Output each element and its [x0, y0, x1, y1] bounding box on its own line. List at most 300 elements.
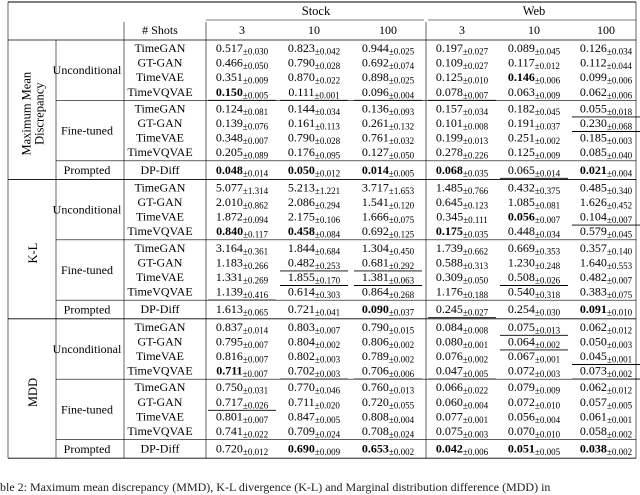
- metric-std: ±0.170: [314, 275, 341, 286]
- metric-cell: [288, 180, 340, 196]
- metric-std: ±0.065: [242, 307, 269, 318]
- metric-std: ±0.050: [462, 275, 489, 286]
- metric-mean: 0.508: [507, 270, 535, 284]
- metric-cell: [362, 442, 414, 458]
- metric-std: ±0.022: [242, 429, 269, 440]
- metric-mean: 1.666: [361, 209, 389, 224]
- metric-cell: [508, 210, 561, 226]
- metric-std: ±0.188: [462, 290, 489, 301]
- metric-cell: [508, 255, 561, 271]
- metric-cell: [436, 442, 489, 458]
- metric-std: ±0.002: [606, 369, 633, 380]
- metric-mean: 0.062: [579, 84, 607, 99]
- metric-cell: [216, 224, 268, 240]
- metric-std: ±0.375: [534, 185, 561, 196]
- metric-cell: [288, 56, 341, 72]
- metric-std: ±0.010: [534, 400, 561, 411]
- metric-cell: [288, 409, 341, 425]
- table-row: [140, 163, 632, 179]
- metric-std: ±0.012: [606, 325, 633, 336]
- metric-mean: 0.840: [216, 224, 244, 239]
- metric-cell: [580, 41, 633, 57]
- metric-std: ±0.007: [242, 369, 268, 380]
- metric-cell: [508, 302, 561, 318]
- metric-mean: 1.183: [215, 255, 243, 270]
- metric-mean: 5.077: [215, 180, 243, 195]
- metric-cell: [216, 180, 269, 196]
- metric-mean: 0.761: [361, 130, 389, 145]
- metric-std: ±0.140: [606, 246, 633, 257]
- metric-std: ±0.094: [242, 215, 269, 226]
- metric-mean: 0.645: [435, 195, 463, 209]
- metric-std: ±0.012: [534, 61, 560, 72]
- metric-mean: 0.278: [435, 145, 463, 160]
- metric-std: ±0.248: [534, 260, 561, 271]
- metric-mean: 0.050: [579, 334, 607, 349]
- model-name: TimeVAE: [135, 70, 185, 85]
- metric-cell: [508, 145, 561, 161]
- metric-std: ±0.050: [388, 150, 415, 161]
- metric-cell: [436, 380, 488, 396]
- metric-std: ±0.268: [388, 290, 415, 301]
- metric-cell: [362, 302, 415, 318]
- metric-cell: [362, 70, 415, 86]
- metric-cell: [216, 210, 269, 226]
- metric-mean: 0.517: [215, 41, 243, 55]
- metric-cell: [436, 424, 489, 440]
- metric-mean: 0.485: [579, 180, 607, 195]
- metric-std: ±0.005: [534, 447, 561, 458]
- metric-mean: 0.126: [579, 41, 607, 55]
- metric-std: ±0.002: [388, 354, 415, 365]
- metric-mean: 0.104: [579, 209, 607, 224]
- metric-cell: [362, 195, 415, 211]
- metric-cell: [288, 210, 341, 226]
- model-name: TimeVAE: [135, 349, 185, 363]
- metric-cell: [288, 85, 339, 101]
- metric-cell: [580, 145, 633, 161]
- metric-std: ±0.001: [534, 354, 561, 365]
- metric-mean: 1.541: [361, 195, 389, 209]
- metric-cell: [216, 56, 269, 72]
- metric-std: ±0.001: [314, 90, 340, 101]
- metric-mean: 0.047: [435, 363, 463, 378]
- metric-std: ±0.014: [534, 168, 561, 179]
- metric-std: ±0.003: [606, 339, 633, 350]
- metric-cell: [216, 442, 268, 458]
- metric-cell: [362, 224, 415, 240]
- metric-std: ±0.013: [388, 385, 415, 396]
- metric-mean: 0.383: [579, 284, 607, 299]
- metric-cell: [216, 349, 269, 365]
- section-label: MDD: [26, 377, 40, 408]
- metric-std: ±0.416: [242, 290, 269, 301]
- shot-count-10: 10: [528, 23, 540, 37]
- model-name: TimeVAE: [135, 130, 185, 145]
- metric-cell: [580, 131, 633, 147]
- block-label-unconditional: Unconditional: [52, 342, 122, 356]
- metric-cell: [362, 85, 415, 101]
- metric-mean: 0.199: [435, 130, 463, 145]
- metric-mean: 0.432: [507, 180, 535, 195]
- metric-cell: [288, 116, 340, 132]
- metric-cell: [216, 195, 268, 211]
- metric-cell: [216, 116, 269, 132]
- metric-std: ±0.006: [606, 75, 633, 86]
- metric-std: ±1.653: [388, 185, 415, 196]
- metric-std: ±0.266: [242, 260, 269, 271]
- metric-std: ±0.007: [606, 275, 633, 286]
- metric-std: ±0.009: [534, 90, 561, 101]
- metric-cell: [436, 320, 489, 336]
- metric-cell: [580, 380, 632, 396]
- metric-std: ±0.001: [462, 339, 489, 350]
- metric-mean: 0.790: [287, 130, 315, 145]
- metric-cell: [216, 41, 269, 57]
- metric-mean: 0.711: [216, 363, 243, 378]
- metric-std: ±0.009: [314, 447, 341, 458]
- metric-cell: [580, 334, 633, 350]
- metric-mean: 0.847: [287, 409, 315, 424]
- metric-std: ±0.005: [606, 400, 633, 411]
- metric-std: ±0.037: [534, 121, 561, 132]
- metric-mean: 0.741: [215, 424, 243, 438]
- metric-cell: [216, 285, 269, 301]
- model-name: TimeVQVAE: [127, 145, 193, 160]
- metric-std: ±0.025: [388, 46, 415, 57]
- metric-mean: 0.540: [507, 284, 535, 299]
- metric-mean: 0.816: [215, 349, 243, 363]
- metric-mean: 0.717: [215, 394, 243, 409]
- metric-std: ±0.361: [242, 246, 269, 257]
- metric-std: ±0.002: [606, 447, 633, 458]
- metric-mean: 1.331: [215, 270, 243, 284]
- metric-cell: [216, 131, 269, 147]
- metric-std: ±0.028: [314, 136, 341, 147]
- metric-mean: 0.077: [435, 409, 463, 424]
- metric-cell: [288, 302, 340, 318]
- metric-cell: [508, 41, 561, 57]
- metric-cell: [288, 195, 341, 211]
- metric-mean: 0.702: [287, 363, 315, 378]
- metric-cell: [288, 241, 341, 256]
- shot-count-3: 3: [239, 23, 245, 37]
- metric-std: ±0.007: [242, 339, 269, 350]
- metric-mean: 2.010: [215, 195, 243, 209]
- metric-std: ±0.027: [462, 61, 489, 72]
- metric-std: ±0.007: [606, 215, 633, 226]
- metric-cell: [580, 163, 633, 179]
- metric-std: ±0.452: [606, 200, 633, 211]
- metric-std: ±0.042: [314, 46, 341, 57]
- metric-std: ±0.001: [462, 414, 489, 425]
- metric-std: ±0.081: [242, 106, 269, 117]
- metric-mean: 2.175: [287, 209, 315, 224]
- metric-cell: [362, 380, 415, 396]
- header-web: Web: [522, 4, 546, 18]
- metric-std: ±0.013: [462, 136, 489, 147]
- metric-std: ±0.001: [606, 414, 633, 425]
- metric-std: ±0.035: [462, 229, 489, 240]
- metric-std: ±0.313: [462, 260, 489, 271]
- metric-cell: [288, 334, 340, 350]
- metric-cell: [362, 255, 414, 271]
- metric-cell: [362, 180, 415, 196]
- metric-cell: [216, 395, 269, 411]
- metric-std: ±0.008: [462, 325, 489, 336]
- metric-cell: [580, 85, 633, 101]
- metric-mean: 0.070: [507, 424, 535, 438]
- metric-cell: [508, 424, 561, 440]
- metric-mean: 0.448: [507, 224, 535, 239]
- metric-mean: 0.125: [507, 145, 535, 160]
- metric-mean: 0.065: [507, 162, 535, 177]
- metric-std: ±0.002: [534, 136, 561, 147]
- metric-mean: 0.061: [579, 409, 607, 424]
- table-row: [138, 56, 633, 72]
- metric-cell: [436, 145, 489, 161]
- model-name: TimeGAN: [134, 41, 186, 55]
- section-label: K-L: [26, 242, 40, 264]
- metric-mean: 0.099: [579, 70, 607, 85]
- metric-cell: [580, 56, 632, 72]
- metric-cell: [362, 210, 415, 226]
- metric-cell: [436, 395, 489, 411]
- metric-std: ±0.111: [463, 215, 488, 226]
- metric-mean: 0.245: [435, 302, 463, 317]
- metric-cell: [508, 116, 561, 132]
- metric-mean: 0.251: [507, 130, 535, 145]
- metric-mean: 0.182: [507, 101, 535, 116]
- metric-std: ±0.003: [314, 369, 341, 380]
- metric-std: ±0.009: [242, 75, 269, 86]
- metric-std: ±0.005: [462, 369, 489, 380]
- shot-count-3: 3: [459, 23, 465, 37]
- metric-mean: 5.213: [287, 180, 315, 195]
- metric-mean: 0.176: [287, 145, 315, 160]
- metric-cell: [288, 364, 341, 380]
- metric-std: ±0.025: [388, 75, 415, 86]
- model-name: GT-GAN: [137, 255, 183, 270]
- metric-cell: [436, 116, 489, 132]
- metric-mean: 0.750: [215, 380, 243, 395]
- metric-mean: 0.073: [579, 363, 607, 378]
- metric-cell: [508, 380, 561, 396]
- metric-mean: 0.079: [507, 380, 535, 395]
- model-name: GT-GAN: [137, 334, 183, 349]
- metric-mean: 0.944: [361, 41, 389, 55]
- metric-cell: [362, 145, 415, 161]
- metric-mean: 0.091: [579, 302, 607, 317]
- metric-std: ±0.095: [314, 150, 341, 161]
- metric-cell: [362, 395, 415, 411]
- metric-mean: 0.139: [215, 116, 243, 130]
- metric-std: ±0.003: [606, 136, 633, 147]
- model-name: DP-Diff: [140, 441, 180, 456]
- metric-cell: [508, 270, 561, 286]
- metric-mean: 0.161: [288, 116, 316, 130]
- metric-mean: 0.711: [288, 394, 315, 409]
- metric-cell: [216, 380, 268, 396]
- metric-cell: [580, 364, 632, 380]
- metric-std: ±0.045: [534, 46, 561, 57]
- metric-std: ±0.253: [314, 260, 341, 271]
- model-name: DP-Diff: [140, 302, 180, 317]
- metric-std: ±0.002: [462, 354, 489, 365]
- metric-std: ±0.010: [462, 75, 489, 86]
- metric-mean: 3.717: [361, 180, 389, 195]
- metric-cell: [288, 41, 340, 57]
- table-row: [140, 302, 632, 318]
- metric-cell: [362, 241, 415, 256]
- metric-mean: 0.706: [361, 363, 389, 378]
- metric-mean: 0.458: [287, 224, 315, 239]
- metric-cell: [508, 131, 560, 147]
- metric-std: ±0.034: [462, 106, 489, 117]
- model-name: TimeVQVAE: [127, 84, 193, 99]
- metric-mean: 1.844: [287, 240, 315, 255]
- metric-cell: [436, 56, 489, 72]
- metric-mean: 0.067: [507, 349, 535, 363]
- metric-mean: 0.466: [215, 55, 243, 70]
- header-stock: Stock: [301, 4, 331, 18]
- metric-mean: 0.348: [215, 130, 243, 145]
- metric-std: ±0.030: [534, 307, 561, 318]
- metric-mean: 0.090: [361, 302, 389, 317]
- metric-mean: 0.482: [579, 270, 607, 284]
- metric-mean: 0.790: [361, 319, 389, 334]
- model-name: TimeVAE: [135, 209, 185, 224]
- metric-mean: 0.066: [435, 380, 463, 395]
- model-name: GT-GAN: [137, 195, 183, 209]
- metric-cell: [436, 302, 489, 318]
- metric-cell: [436, 349, 488, 365]
- metric-mean: 0.721: [287, 302, 315, 317]
- metric-std: ±0.004: [388, 90, 415, 101]
- metric-cell: [508, 195, 560, 211]
- metric-cell: [216, 424, 268, 440]
- metric-cell: [362, 285, 415, 301]
- metric-std: ±0.046: [314, 385, 341, 396]
- metric-mean: 0.056: [507, 209, 535, 224]
- metric-mean: 0.760: [361, 380, 389, 395]
- metric-cell: [362, 349, 414, 365]
- metric-cell: [436, 163, 489, 179]
- metric-cell: [580, 224, 633, 240]
- metric-cell: [508, 224, 561, 240]
- metric-std: ±0.002: [388, 339, 415, 350]
- model-name: GT-GAN: [137, 394, 183, 409]
- metric-std: ±0.022: [462, 385, 489, 396]
- metric-cell: [580, 116, 633, 132]
- metric-cell: [216, 70, 269, 86]
- metric-mean: 0.112: [580, 55, 607, 70]
- metric-std: ±0.068: [606, 121, 633, 132]
- table-row: [136, 349, 640, 365]
- shots-label: # Shots: [142, 23, 178, 37]
- model-name: TimeGAN: [134, 180, 186, 195]
- metric-mean: 0.136: [361, 101, 389, 116]
- metric-mean: 0.062: [579, 319, 607, 334]
- metric-std: ±0.015: [388, 325, 415, 336]
- metric-std: ±0.093: [388, 106, 415, 117]
- metric-cell: [216, 302, 269, 318]
- metric-mean: 0.072: [507, 394, 535, 409]
- metric-std: ±0.076: [242, 121, 269, 132]
- metric-cell: [580, 270, 633, 286]
- metric-mean: 0.021: [579, 162, 607, 177]
- metric-cell: [580, 320, 632, 336]
- metric-mean: 0.681: [361, 255, 389, 270]
- metric-std: ±0.041: [314, 307, 341, 318]
- metric-std: ±0.003: [534, 369, 561, 380]
- metric-std: ±0.002: [388, 447, 415, 458]
- metric-std: ±0.132: [388, 121, 415, 132]
- metric-cell: [508, 334, 560, 350]
- metric-std: ±0.004: [534, 414, 561, 425]
- metric-std: ±0.125: [388, 229, 415, 240]
- metric-std: ±0.004: [606, 168, 633, 179]
- metric-cell: [508, 241, 561, 256]
- metric-std: ±0.022: [314, 75, 341, 86]
- metric-mean: 0.482: [287, 255, 315, 270]
- table-row: [127, 424, 632, 440]
- metric-cell: [362, 409, 415, 425]
- table-row: [136, 131, 633, 147]
- metric-mean: 0.150: [215, 84, 243, 99]
- metric-mean: 0.801: [215, 409, 243, 424]
- metric-mean: 0.720: [215, 441, 243, 456]
- metric-mean: 0.357: [579, 240, 607, 255]
- metric-cell: [436, 180, 489, 196]
- metric-std: ±0.034: [314, 106, 341, 117]
- metric-mean: 0.101: [435, 116, 463, 130]
- metric-mean: 0.063: [507, 84, 535, 99]
- metric-std: ±0.002: [314, 339, 341, 350]
- metric-std: ±0.075: [606, 290, 633, 301]
- metric-std: ±0.007: [462, 90, 489, 101]
- metric-cell: [436, 255, 489, 271]
- table-row: [138, 395, 633, 411]
- metric-mean: 2.086: [287, 195, 315, 209]
- metric-cell: [580, 101, 633, 117]
- table-row: [136, 270, 633, 286]
- metric-cell: [288, 424, 341, 440]
- shot-count-10: 10: [308, 23, 320, 37]
- metric-std: ±0.031: [242, 385, 269, 396]
- metric-mean: 0.692: [361, 224, 389, 239]
- metric-std: ±0.035: [462, 168, 489, 179]
- metric-mean: 0.351: [215, 70, 243, 85]
- metric-std: ±0.028: [314, 61, 341, 72]
- metric-std: ±0.026: [534, 275, 561, 286]
- metric-std: ±0.020: [314, 400, 340, 411]
- metric-mean: 0.803: [287, 319, 315, 334]
- metric-mean: 0.806: [361, 334, 389, 349]
- metric-std: ±0.089: [242, 150, 269, 161]
- metric-mean: 0.579: [579, 224, 607, 239]
- metric-std: ±0.004: [388, 414, 415, 425]
- metric-mean: 0.669: [507, 240, 535, 255]
- metric-cell: [288, 442, 341, 458]
- metric-mean: 0.089: [507, 41, 535, 55]
- metric-cell: [216, 145, 269, 161]
- metric-std: ±0.063: [388, 275, 415, 286]
- metric-std: ±0.084: [314, 229, 341, 240]
- metric-mean: 0.588: [435, 255, 463, 270]
- metric-std: ±0.007: [242, 354, 269, 365]
- metric-std: ±0.034: [534, 229, 561, 240]
